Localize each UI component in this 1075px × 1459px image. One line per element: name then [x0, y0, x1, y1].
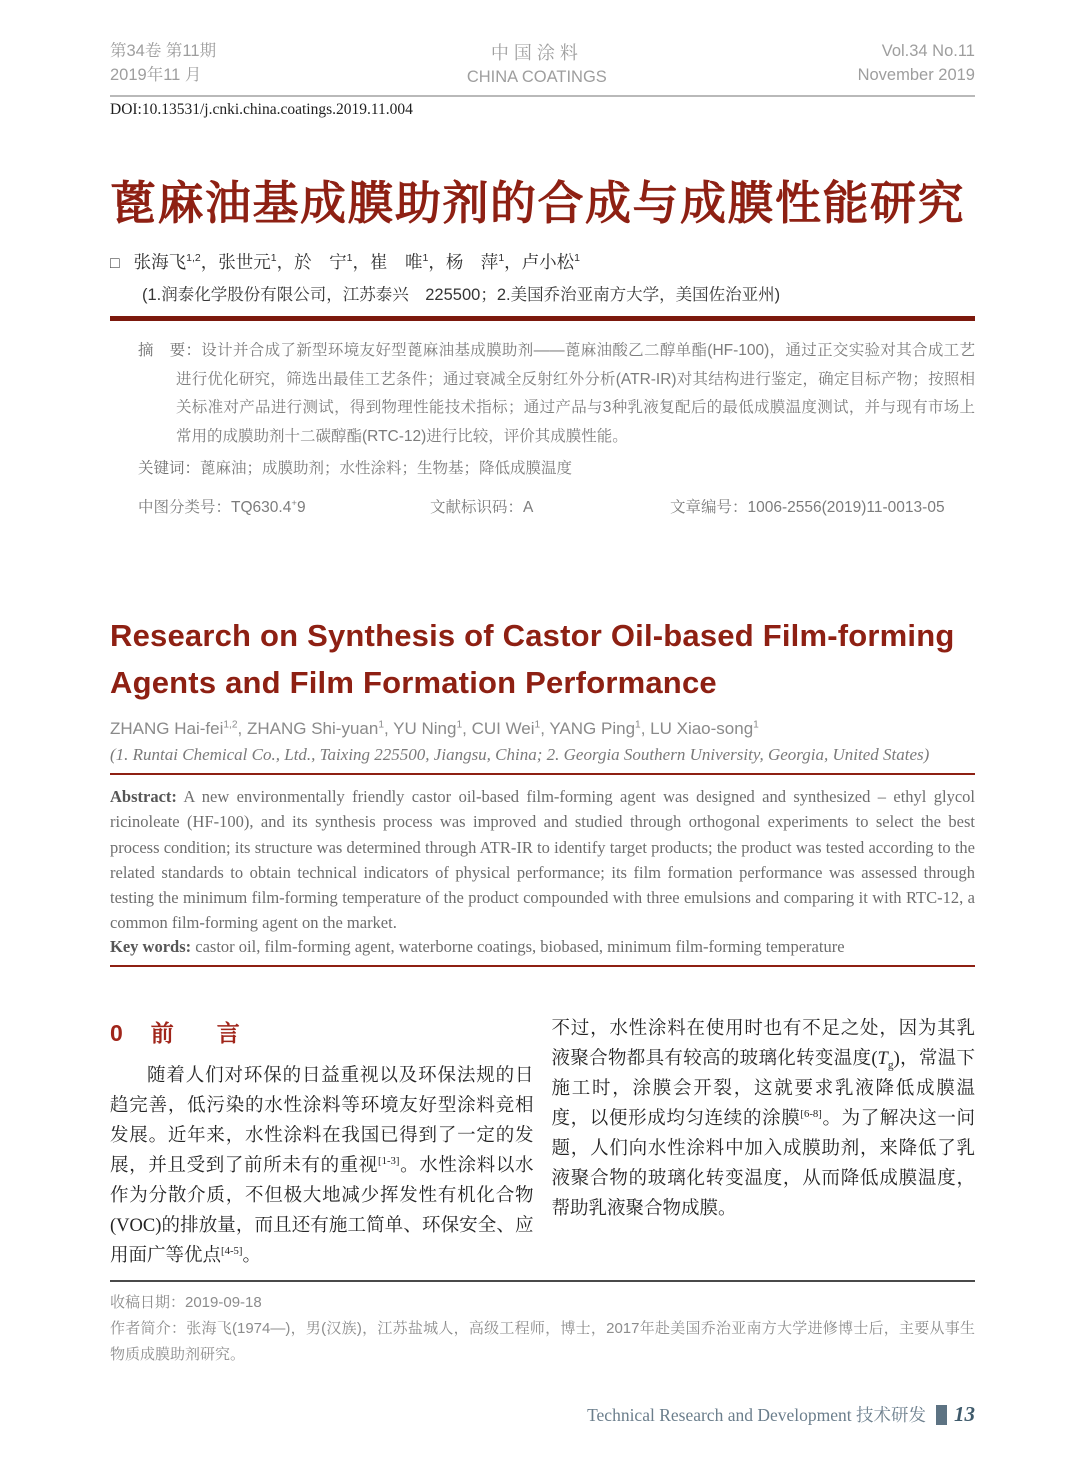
doi-line: DOI:10.13531/j.cnki.china.coatings.2019.11.004	[110, 101, 413, 119]
article-id: 文章编号：1006-2556(2019)11-0013-05	[670, 499, 945, 517]
author-marker-icon: □	[110, 255, 120, 273]
date-en: November 2019	[857, 65, 975, 84]
keywords-cn	[138, 455, 975, 483]
body-column-left	[110, 1015, 534, 1272]
authors-en	[110, 719, 975, 739]
footer-section-label: Technical Research and Development 技术研发	[587, 1405, 926, 1425]
section-number: 0	[110, 1019, 123, 1046]
red-rule-bottom	[110, 965, 975, 967]
section-title: 前 言	[150, 1019, 250, 1046]
abstract-cn	[138, 337, 975, 451]
keywords-cn-text: 蓖麻油；成膜助剂；水性涂料；生物基；降低成膜温度	[200, 460, 573, 478]
affiliation-cn: (1.润泰化学股份有限公司，江苏泰兴 225500；2.美国乔治亚南方大学，美国佐治亚州)	[142, 286, 781, 305]
header-divider	[110, 95, 975, 97]
journal-header	[110, 0, 975, 90]
date-cn: 2019年11 月	[110, 65, 202, 84]
abstract-cn-text: 设计并合成了新型环境友好型蓖麻油基成膜助剂——蓖麻油酸乙二醇单酯(HF-100)，通过正交实验对其合成工艺进行优化研究，筛选出最佳工艺条件；通过衰减全反射红外分析(ATR-IR)对其结构进行鉴定，确定目标产物；按照相关标准对产品进行测试，得到物理性能技术指标；通过产品与3种乳液复配后的最低成膜温度测试，并与现有市场上常用的成膜助剂十二碳醇酯(RTC-12)进行比较，评价其成膜性能。	[176, 342, 975, 445]
keywords-en	[110, 937, 975, 957]
article-title-en: Research on Synthesis of Castor Oil-based Film-forming Agents and Film Formation Performance	[110, 618, 955, 700]
journal-name	[467, 40, 607, 90]
classification-row	[138, 495, 975, 517]
volume-issue-en: Vol.34 No.11	[881, 42, 975, 60]
footer-bar-icon	[936, 1405, 947, 1425]
red-rule-thick	[110, 316, 975, 321]
footnote-received-date: 收稿日期：2019-09-18	[110, 1293, 262, 1311]
document-code: 文献标识码：A	[430, 499, 534, 517]
abstract-en-label: Abstract:	[110, 787, 177, 807]
abstract-cn-label: 摘 要：	[138, 342, 202, 360]
footnote-divider	[110, 1280, 975, 1282]
header-volume-cn	[110, 40, 216, 88]
journal-name-en: CHINA COATINGS	[466, 68, 607, 87]
volume-issue-cn: 第34卷 第11期	[110, 42, 217, 60]
keywords-cn-label: 关键词：	[138, 460, 201, 478]
authors-cn	[110, 249, 975, 274]
page-number: 13	[954, 1402, 975, 1426]
keywords-en-text: castor oil, film-forming agent, waterborne coatings, biobased, minimum film-forming temperature	[191, 936, 845, 956]
clc-number: 中图分类号：TQ630.4+9	[138, 498, 306, 517]
body-columns	[110, 1015, 975, 1272]
body-column-right	[552, 1015, 976, 1272]
author-list-en: ZHANG Hai-fei$^{1,2}$, ZHANG Shi-yuan$^1$, YU Ning$^1$, CUI Wei$^1$, YANG Ping$^1$, LU Xiao-song$^1$	[110, 719, 759, 739]
footnote-author-bio: 作者简介：张海飞(1974—)，男(汉族)，江苏盐城人，高级工程师，博士，2017年赴美国乔治亚南方大学进修博士后，主要从事生物质成膜助剂研究。	[110, 1320, 975, 1364]
keywords-en-label: Key words:	[110, 936, 192, 956]
header-volume-en	[858, 40, 975, 88]
abstract-en-text: A new environmentally friendly castor oil-based film-forming agent was designed and synthesized – ethyl glycol ricinoleate (HF-100), and its synthesis process was improved and studied through orthogonal experiments to select the best process condition; its structure was determined through ATR-IR to identify target products; the product was tested according to the related standards to obtain technical indicators of physical performance; its film formation performance was assessed through testing the minimum film-forming temperature of the product compounded with three emulsions and comparing it with RTC-12, a common film-forming agent on the market.	[110, 787, 975, 932]
affiliation-en: (1. Runtai Chemical Co., Ltd., Taixing 225500, Jiangsu, China; 2. Georgia Southern University, Georgia, United States)	[110, 745, 930, 765]
author-list-cn: 张海飞$^{1,2}$，张世元$^1$，於 宁$^1$，崔 唯$^1$，杨 萍$^1$，卢小松$^1$	[133, 252, 580, 273]
section-heading	[110, 1015, 534, 1052]
body-paragraph-left: 随着人们对环保的日益重视以及环保法规的日趋完善，低污染的水性涂料等环境友好型涂料竞相发展。近年来，水性涂料在我国已得到了一定的发展，并且受到了前所未有的重视[1-3]。水性涂料以水作为分散介质，不但极大地减少挥发性有机化合物(VOC)的排放量，而且还有施工简单、环保安全、应用面广等优点[4-5]。	[110, 1066, 534, 1266]
body-paragraph-right: 不过，水性涂料在使用时也有不足之处，因为其乳液聚合物都具有较高的玻璃化转变温度$(T_g)$，常温下施工时，涂膜会开裂，这就要求乳液降低成膜温度，以便形成均匀连续的涂膜[6-8]。为了解决这一问题，人们向水性涂料中加入成膜助剂，来降低了乳液聚合物的玻璃化转变温度，从而降低成膜温度，帮助乳液聚合物成膜。	[551, 1018, 975, 1219]
abstract-en	[110, 784, 975, 934]
journal-name-cn: 中国涂料	[490, 43, 583, 63]
article-title-cn: 蓖麻油基成膜助剂的合成与成膜性能研究	[110, 177, 965, 230]
page-footer	[587, 1402, 975, 1427]
red-rule-top	[110, 773, 975, 775]
